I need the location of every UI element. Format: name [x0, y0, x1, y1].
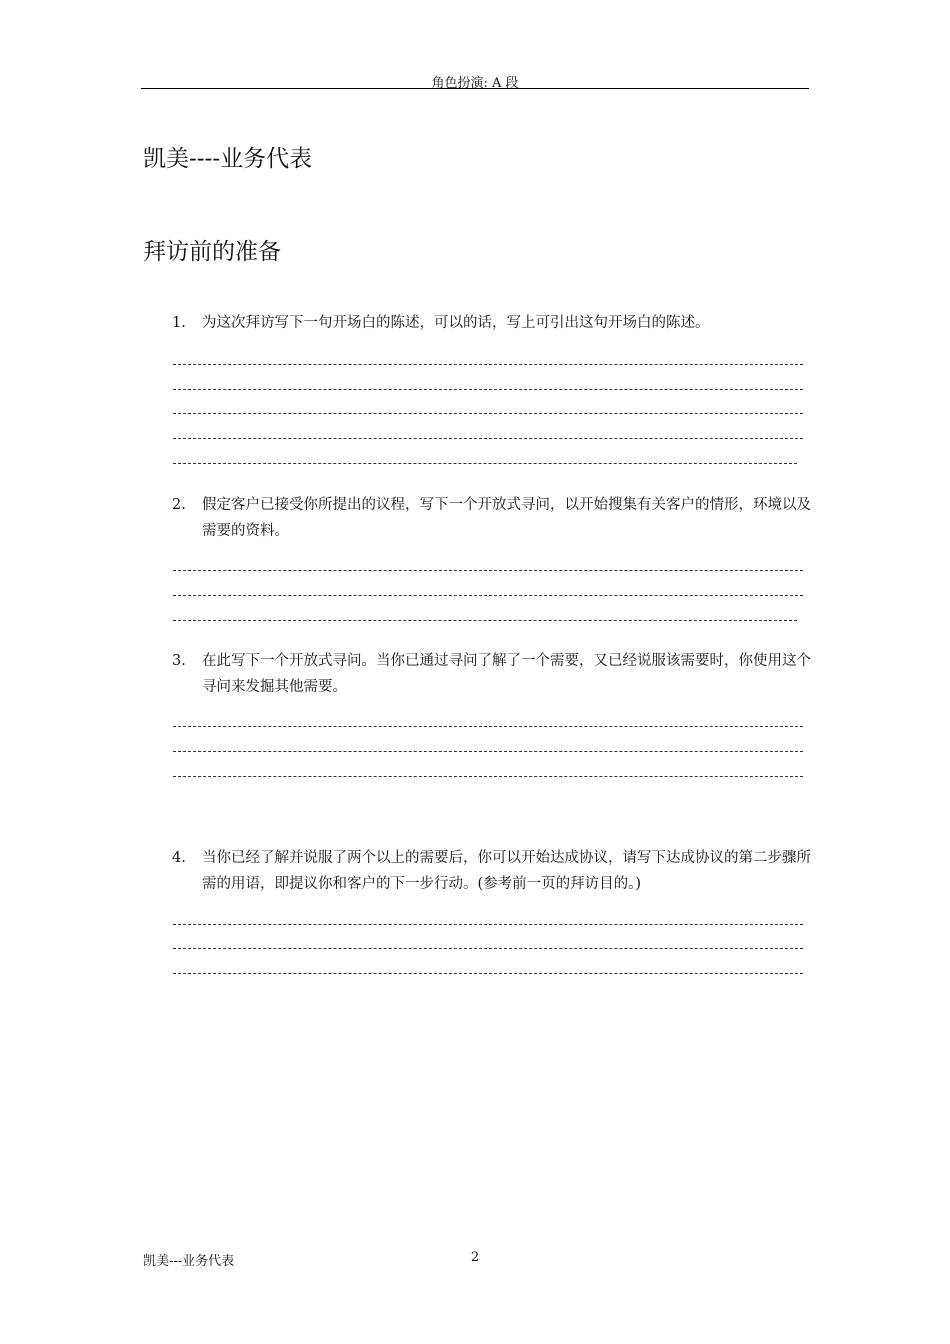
question-text: 假定客户已接受你所提出的议程，写下一个开放式寻问，以开始搜集有关客户的情形，环境以及需要的资料。 [202, 497, 811, 539]
footer-text: 凯美---业务代表 [143, 1254, 235, 1269]
page-number: 2 [470, 1250, 480, 1265]
answer-line [173, 570, 803, 571]
answer-line [173, 776, 803, 777]
question-text: 在此写下一个开放式寻问。当你已通过寻问了解了一个需要，又已经说服该需要时，你使用这个寻问来发掘其他需要。 [202, 653, 811, 695]
question-1 [172, 310, 812, 336]
question-text: 为这次拜访写下一句开场白的陈述，可以的话，写上可引出这句开场白的陈述。 [202, 315, 710, 331]
question-text: 当你已经了解并说服了两个以上的需要后，你可以开始达成协议，请写下达成协议的第二步骤所需的用语，即提议你和客户的下一步行动。(参考前一页的拜访目的。) [202, 850, 811, 892]
question-3 [172, 648, 812, 700]
header-rule [141, 88, 809, 89]
section-title: 拜访前的准备 [143, 239, 281, 265]
question-2 [172, 492, 812, 544]
question-4 [172, 845, 812, 897]
answer-line [173, 751, 803, 752]
answer-line [173, 595, 803, 596]
answer-line [173, 413, 803, 414]
answer-line [173, 620, 797, 621]
document-title: 凯美----业务代表 [143, 146, 313, 172]
answer-line [173, 726, 803, 727]
answer-line [173, 924, 803, 925]
answer-line [173, 438, 803, 439]
answer-line [173, 973, 803, 974]
answer-line [173, 463, 797, 464]
answer-line [173, 948, 803, 949]
question-number: 2. [172, 497, 186, 513]
question-number: 3. [172, 653, 186, 669]
answer-line [173, 389, 803, 390]
question-number: 4. [172, 850, 186, 866]
running-header: 角色扮演: A 段 [431, 76, 519, 91]
answer-line [173, 364, 803, 365]
question-number: 1. [172, 315, 186, 331]
